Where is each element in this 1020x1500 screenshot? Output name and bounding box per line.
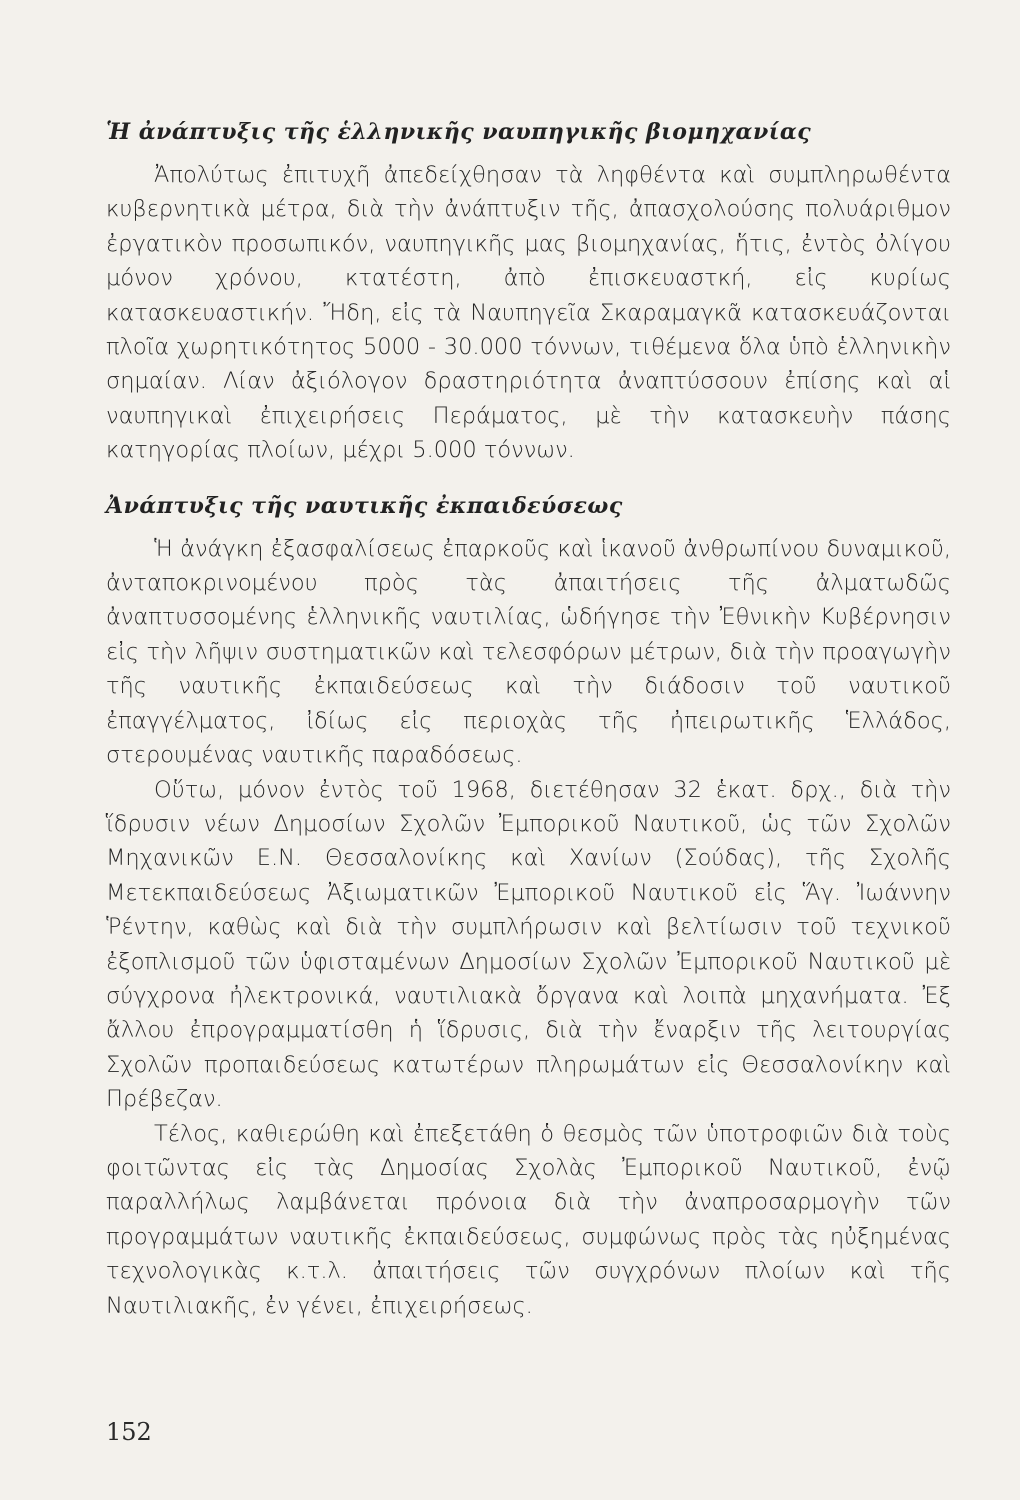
paragraph-education-2: Οὕτω, μόνον ἐντὸς τοῦ 1968, διετέθησαν 32 ἑκατ. δρχ., διὰ τὴν ἵδρυσιν νέων Δημοσίων Σχολῶν Ἐμπορικοῦ Ναυτικοῦ, ὡς τῶν Σχολῶν Μηχανικῶν Ε.Ν. Θεσσαλονίκης καὶ Χανίων (Σούδας), τῆς Σχολῆς Μετεκπαιδεύσεως Ἀξιωματικῶν Ἐμπορικοῦ Ναυτικοῦ εἰς Ἅγ. Ἰωάννην Ῥέντην, καθὼς καὶ διὰ τὴν συμπλήρωσιν καὶ βελτίωσιν τοῦ τεχνικοῦ ἐξοπλισμοῦ τῶν ὑφισταμένων Δημοσίων Σχολῶν Ἐμπορικοῦ Ναυτικοῦ μὲ σύγχρονα ἠλεκτρονικά, ναυτιλιακὰ ὄργανα καὶ λοιπὰ μηχανήματα. Ἐξ ἄλλου ἐπρογραμματίσθη ἡ ἵδρυσις, διὰ τὴν ἔναρξιν τῆς λειτουργίας Σχολῶν προπαιδεύσεως κατωτέρων πληρωμάτων εἰς Θεσσαλονίκην καὶ Πρέβεζαν.	[106, 776, 951, 1113]
paragraph-shipbuilding: Ἀπολύτως ἐπιτυχῆ ἀπεδείχθησαν τὰ ληφθέντα καὶ συμπληρωθέντα κυβερνητικὰ μέτρα, διὰ τὴν ἀνάπτυξιν τῆς, ἀπασχολούσης πολυάριθμον ἐργατικὸν προσωπικόν, ναυπηγικῆς μας βιομηχανίας, ἥτις, ἐντὸς ὀλίγου μόνον χρόνου, κτατέστη, ἀπὸ ἐπισκευαστκή, εἰς κυρίως κατασκευαστικήν. Ἤδη, εἰς τὰ Ναυπηγεῖα Σκαραμαγκᾶ κατασκευάζονται πλοῖα χωρητικότητος 5000 - 30.000 τόννων, τιθέμενα ὅλα ὑπὸ ἑλληνικὴν σημαίαν. Λίαν ἀξιόλογον δραστηριότητα ἀναπτύσσουν ἐπίσης καὶ αἱ ναυπηγικαὶ ἐπιχειρήσεις Περάματος, μὲ τὴν κατασκευὴν πάσης κατηγορίας πλοίων, μέχρι 5.000 τόννων.	[106, 162, 951, 464]
section-heading-naval-education: Ἀνάπτυξις τῆς ναυτικῆς ἐκπαιδεύσεως	[106, 492, 623, 519]
paragraph-education-3: Τέλος, καθιερώθη καὶ ἐπεξετάθη ὁ θεσμὸς τῶν ὑποτροφιῶν διὰ τοὺς φοιτῶντας εἰς τὰς Δημοσίας Σχολὰς Ἐμπορικοῦ Ναυτικοῦ, ἐνῷ παραλλήλως λαμβάνεται πρόνοια διὰ τὴν ἀναπροσαρμογὴν τῶν προγραμμάτων ναυτικῆς ἐκπαιδεύσεως, συμφώνως πρὸς τὰς ηὐξημένας τεχνολογικὰς κ.τ.λ. ἀπαιτήσεις τῶν συγχρόνων πλοίων καὶ τῆς Ναυτιλιακῆς, ἐν γένει, ἐπιχειρήσεως.	[106, 1120, 951, 1319]
paragraph-education-1: Ἡ ἀνάγκη ἐξασφαλίσεως ἐπαρκοῦς καὶ ἱκανοῦ ἀνθρωπίνου δυναμικοῦ, ἀνταποκρινομένου πρὸς τὰς ἀπαιτήσεις τῆς ἀλματωδῶς ἀναπτυσσομένης ἑλληνικῆς ναυτιλίας, ὡδήγησε τὴν Ἐθνικὴν Κυβέρνησιν εἰς τὴν λῆψιν συστηματικῶν καὶ τελεσφόρων μέτρων, διὰ τὴν προαγωγὴν τῆς ναυτικῆς ἐκπαιδεύσεως καὶ τὴν διάδοσιν τοῦ ναυτικοῦ ἐπαγγέλματος, ἰδίως εἰς περιοχὰς τῆς ἠπειρωτικῆς Ἑλλάδος, στερουμένας ναυτικῆς παραδόσεως.	[106, 535, 951, 769]
page-body	[106, 112, 951, 1323]
page-number: 152	[106, 1418, 152, 1446]
section-heading-shipbuilding: Ἡ ἀνάπτυξις τῆς ἑλληνικῆς ναυπηγικῆς βιομηχανίας	[106, 119, 812, 145]
